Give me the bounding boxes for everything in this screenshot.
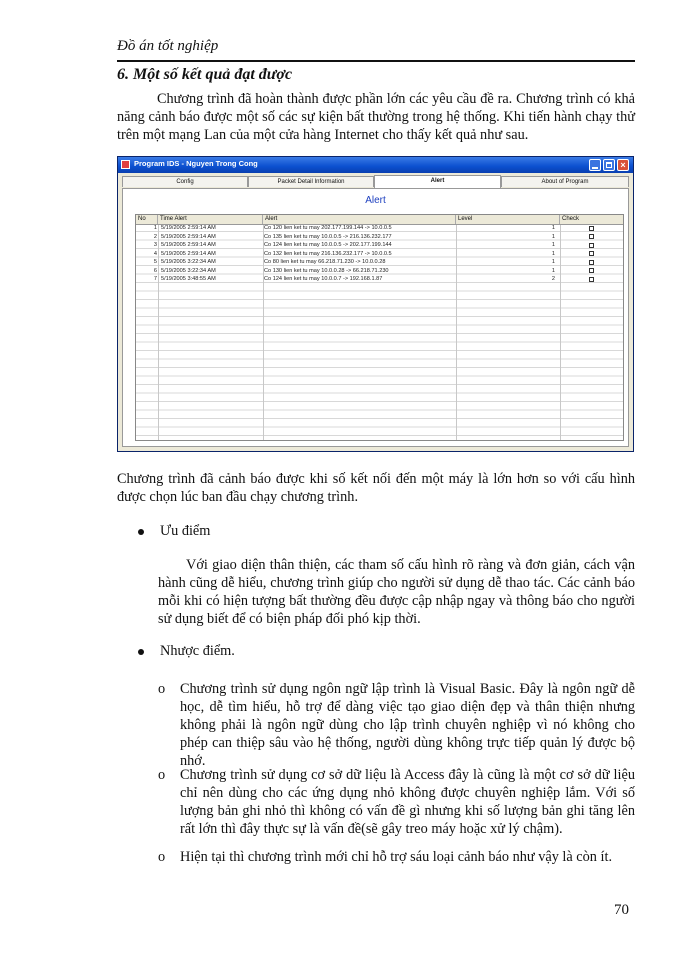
table-row[interactable] <box>136 258 623 267</box>
app-icon <box>121 160 130 169</box>
tab-about[interactable]: About of Program <box>501 176 629 187</box>
disadvantage-item <box>158 848 635 866</box>
table-row[interactable] <box>136 241 623 250</box>
section-title: 6. Một số kết quả đạt được <box>117 66 293 83</box>
row-checkbox[interactable] <box>589 234 594 239</box>
cell-alert: Co 120 lien ket tu may 202.177.199.144 -> 10.0.0.5 <box>264 225 392 231</box>
advantages-label: Ưu điểm <box>160 523 211 539</box>
cell-level: 1 <box>551 250 555 257</box>
program-window-screenshot <box>117 156 634 452</box>
cell-time: 5/19/2005 3:48:55 AM <box>161 276 216 282</box>
cell-alert: Co 130 lien ket tu may 10.0.0.28 -> 66.218.71.230 <box>264 267 389 274</box>
cell-time: 5/19/2005 2:59:14 AM <box>161 233 216 240</box>
grid-rows <box>136 224 623 284</box>
cell-no: 1 <box>153 225 157 231</box>
window-title: Program IDS - Nguyen Trong Cong <box>134 159 258 168</box>
tab-config[interactable]: Config <box>122 176 248 187</box>
disadvantage-item <box>158 680 635 770</box>
cell-alert: Co 135 lien ket tu may 10.0.0.5 -> 216.136.232.177 <box>264 233 392 240</box>
sub-bullet-marker: o <box>158 767 166 783</box>
intro-paragraph: Chương trình đã hoàn thành được phần lớn các yêu cầu đề ra. Chương trình có khả năng cảnh báo được một số các sự kiện bất thường trong hệ thống. Khi tiến hành chạy thử trên một mạng Lan của một cửa hàng Internet cho thấy kết quả như sau. <box>117 91 635 143</box>
table-row[interactable] <box>136 250 623 259</box>
window-titlebar <box>118 157 633 173</box>
table-row[interactable] <box>136 233 623 242</box>
cell-time: 5/19/2005 2:59:14 AM <box>161 225 216 231</box>
row-checkbox[interactable] <box>589 243 594 248</box>
cell-no: 4 <box>153 250 157 257</box>
cell-level: 1 <box>551 225 555 231</box>
bullet-dot <box>138 529 144 535</box>
cell-time: 5/19/2005 3:22:34 AM <box>161 259 216 265</box>
table-row[interactable] <box>136 267 623 276</box>
cell-time: 5/19/2005 3:22:34 AM <box>161 267 216 274</box>
disadvantage-item <box>158 766 635 838</box>
page-number: 70 <box>614 902 629 918</box>
tab-strip <box>122 176 629 188</box>
disadvantage-text: Chương trình sử dụng cơ sở dữ liệu là Access đây là cũng là một cơ sở dữ liệu chỉ nên dùng cho các ứng dụng nhỏ không được chuyên nghiệp lắm. Với số lượng bản ghi nhỏ thì không có vấn đề gì nhưng khi số lượng bản ghi tăng lên rất lớn thì đây thực sự là vấn đề(sẽ gây treo máy hoặc xử lý chậm). <box>180 767 635 837</box>
sub-bullet-marker: o <box>158 849 166 865</box>
cell-level: 2 <box>551 276 555 282</box>
cell-level: 1 <box>551 259 555 265</box>
cell-no: 3 <box>153 242 157 248</box>
column-header-no[interactable]: No <box>136 215 158 224</box>
table-row[interactable] <box>136 224 623 233</box>
row-checkbox[interactable] <box>589 226 594 231</box>
cell-no: 6 <box>153 267 157 274</box>
row-checkbox[interactable] <box>589 277 594 282</box>
page-header-title: Đồ án tốt nghiệp <box>117 38 219 54</box>
alert-heading: Alert <box>365 195 386 206</box>
alert-panel <box>122 188 629 447</box>
cell-no: 2 <box>153 233 157 240</box>
after-figure-paragraph: Chương trình đã cảnh báo được khi số kết nối đến một máy là lớn hơn so với cấu hình được chọn lúc ban đầu chạy chương trình. <box>117 471 635 505</box>
cell-alert: Co 124 lien ket tu may 10.0.0.7 -> 192.168.1.87 <box>264 276 383 282</box>
cell-level: 1 <box>551 233 555 240</box>
cell-level: 1 <box>551 267 555 274</box>
column-header-alert[interactable]: Alert <box>263 215 456 224</box>
disadvantages-label: Nhược điểm. <box>160 643 235 659</box>
cell-no: 5 <box>153 259 157 265</box>
row-checkbox[interactable] <box>589 260 594 265</box>
row-checkbox[interactable] <box>589 268 594 273</box>
cell-level: 1 <box>551 242 555 248</box>
minimize-button[interactable] <box>589 159 601 171</box>
disadvantage-text: Hiện tại thì chương trình mới chỉ hỗ trợ sáu loại cảnh báo như vậy là còn ít. <box>180 849 613 865</box>
column-header-level[interactable]: Level <box>456 215 560 224</box>
sub-bullet-marker: o <box>158 681 166 697</box>
disadvantage-text: Chương trình sử dụng ngôn ngữ lập trình là Visual Basic. Đây là ngôn ngữ dễ học, dễ tìm hiểu, hỗ trợ để dàng việc tạo giao diện đẹp và thân thiện nhưng không phải là ngôn ngữ dùng cho lập trình chuyên nghiệp vì nó không cho phép can thiệp sâu vào hệ thống, người dùng không trực tiếp quản lý được bộ nhớ. <box>180 681 635 769</box>
alert-grid[interactable] <box>135 214 624 441</box>
row-checkbox[interactable] <box>589 251 594 256</box>
header-rule <box>117 60 635 62</box>
table-row[interactable] <box>136 275 623 284</box>
cell-alert: Co 132 lien ket tu may 216.136.232.177 -> 10.0.0.5 <box>264 250 392 257</box>
maximize-button[interactable] <box>603 159 615 171</box>
cell-time: 5/19/2005 2:59:14 AM <box>161 242 216 248</box>
column-header-time[interactable]: Time Alert <box>158 215 263 224</box>
cell-alert: Co 80 lien ket tu may 66.218.71.230 -> 10.0.0.28 <box>264 259 386 265</box>
bullet-dot <box>138 649 144 655</box>
cell-alert: Co 124 lien ket tu may 10.0.0.5 -> 202.177.199.144 <box>264 242 392 248</box>
advantages-paragraph: Với giao diện thân thiện, các tham số cấu hình rõ ràng và đơn giản, cách vận hành cũng dễ hiểu, chương trình giúp cho người sử dụng dễ thao tác. Các cảnh báo mỗi khi có hiện tượng bất thường đều được cập nhập ngay và thông báo cho người sử dụng biết để có biện pháp đối phó kịp thời. <box>158 557 635 627</box>
close-button[interactable]: × <box>617 159 629 171</box>
cell-no: 7 <box>153 276 157 282</box>
cell-time: 5/19/2005 2:59:14 AM <box>161 250 216 257</box>
column-header-check[interactable]: Check <box>560 215 624 224</box>
tab-alert[interactable]: Alert <box>374 175 501 188</box>
tab-packet-detail[interactable]: Packet Detail Information <box>248 176 374 187</box>
